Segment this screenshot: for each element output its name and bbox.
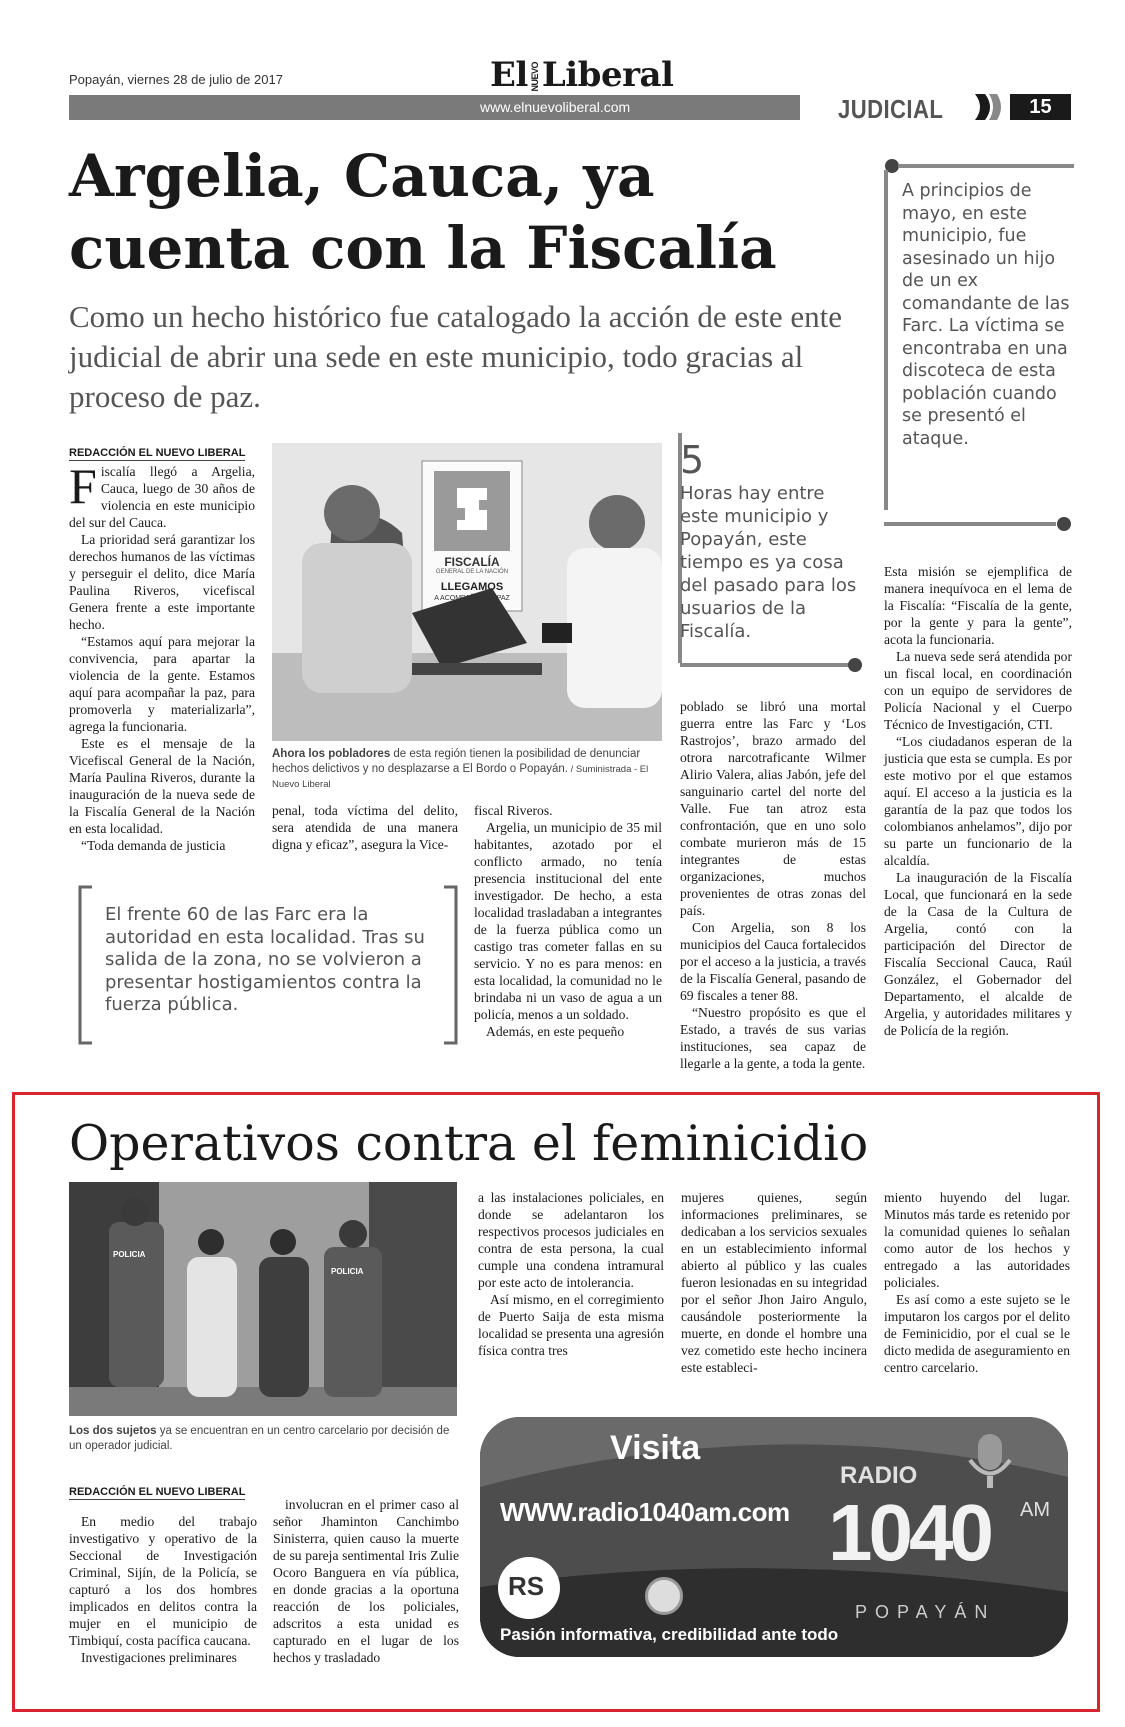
microphone-icon	[960, 1432, 1020, 1492]
sidebox-rule-top	[884, 158, 1074, 174]
dateline: Popayán, viernes 28 de julio de 2017	[69, 72, 283, 87]
pull-stat-text: Horas hay entre este municipio y Popayán, este tiempo es ya cosa del pasado para los usuarios de la Fiscalía.	[680, 483, 857, 642]
paragraph: La prioridad será garantizar los derechos humanos de las víctimas y perseguir el delito, dice María Paulina Riveros, vicefiscal Genera frente a este importante hecho.	[69, 532, 255, 632]
sidebox-text: A principios de mayo, en este municipio, fue asesinado un hijo de un ex comandante de las Farc. La víctima se encontraba en una discoteca de esta población cuando se presentó el ataque.	[902, 181, 1070, 449]
caption-credit: / Suministrada - El Nuevo Liberal	[272, 764, 649, 790]
photo-banner-sub: A ACOMPAÑAR LA PAZ	[434, 595, 510, 602]
logo-el: El	[490, 55, 528, 95]
paragraph: Esta misión se ejemplifica de manera inequívoca en el lema de la Fiscalía: “Fiscalía de la gente, por la gente y para la gente”, acota la funcionaria.	[884, 564, 1072, 647]
article1-subhead: Como un hecho histórico fue catalogado la acción de este ente judicial de abrir una sede en este municipio, todo gracias al proceso de paz.	[69, 299, 842, 414]
pull-stat	[680, 438, 865, 643]
rs-logo-icon	[498, 1557, 560, 1619]
article1-col5	[884, 563, 1072, 1039]
paragraph: iscalía llegó a Argelia, Cauca, luego de 30 años de violencia en este municipio del sur del Cauca.	[69, 464, 255, 530]
paragraph: Con Argelia, son 8 los municipios del Cauca fortalecidos por el acceso a la justicia, a través de la Fiscalía General, pasando de 69 fiscales a tener 88.	[680, 920, 866, 1003]
drop-cap: F	[69, 458, 97, 514]
paragraph: Así mismo, en el corregimiento de Puerto Saija de esta misma localidad se presenta una agresión física contra tres	[478, 1292, 664, 1358]
ad-city: POPAYÁN	[855, 1602, 996, 1622]
caption-text: ya se encuentran en un centro carcelario por decisión de un operador judicial.	[69, 1425, 450, 1452]
article1-col4	[680, 698, 866, 1072]
photo-illustration	[69, 1182, 457, 1416]
logo-liberal: Liberal	[541, 55, 674, 95]
section-title: JUDICIAL	[838, 94, 944, 124]
masthead-logo	[490, 55, 673, 95]
ad-visita: Visita	[610, 1429, 701, 1467]
sidebox-rule-left	[884, 170, 888, 510]
page-number: 15	[1010, 94, 1071, 120]
paragraph: “Los ciudadanos esperan de la justicia que esta se cumpla. Es por este motivo por el que estamos aquí. El acceso a la justicia es la garantía de la paz que todos los colombianos anhelamos”, dijo por su parte un funcionario de la alcaldía.	[884, 734, 1072, 868]
paragraph: poblado se libró una mortal guerra entre las Farc y ‘Los Rastrojos’, brazo armado del otrora narcotraficante Wilmer Alirio Valera, alias Jabón, jefe del sanguinario cartel del norte del Valle. Fue tan atroz esta confrontación, que en uno solo combate murieron más de 15 integrantes de estas organizaciones, muchos provenientes de otras zonas del país.	[680, 699, 866, 918]
paragraph: Este es el mensaje de la Vicefiscal General de la Nación, María Paulina Riveros, durante la inauguración de la nueva sede de la Fiscalía General de la Nación en esta localidad.	[69, 736, 255, 836]
fiscalia-photo	[272, 443, 662, 741]
headline-line2: cuenta con la Fiscalía	[69, 214, 777, 282]
caption-lead: Ahora los pobladores	[272, 748, 391, 760]
paragraph: Además, en este pequeño	[486, 1024, 625, 1039]
article1-col2	[272, 802, 458, 853]
ad-slogan: Pasión informativa, credibilidad ante todo	[500, 1625, 839, 1644]
article2-byline: REDACCIÓN EL NUEVO LIBERAL	[69, 1486, 246, 1498]
paragraph: La inauguración de la Fiscalía Local, que funcionará en la sede de la Casa de la Cultura de Argelia, contó con la participación del Director de Fiscalía Seccional Cauca, Raúl González, el Gobernador del Departamento, el alcalde de Argelia, y autoridades militares y de Policía de la región.	[884, 870, 1072, 1038]
article2-byline-wrap	[69, 1482, 245, 1500]
ad-url[interactable]: WWW.radio1040am.com	[500, 1497, 790, 1527]
photo-sign-sub: GENERAL DE LA NACIÓN	[435, 569, 509, 575]
article2-col1	[69, 1513, 257, 1666]
article1-col3	[474, 802, 662, 1040]
headline-line1: Argelia, Cauca, ya	[69, 142, 655, 210]
photo2-caption	[69, 1424, 459, 1454]
ad-frequency: 1040	[828, 1488, 990, 1577]
paragraph: La nueva sede será atendida por un fiscal local, en coordinación con un equipo de servidores de Policía Nacional y el Cuerpo Técnico de Investigación, CTI.	[884, 649, 1072, 732]
vest-label: POLICIA	[113, 1250, 146, 1259]
section-chevron-icon	[975, 94, 1005, 120]
article2-headline: Operativos contra el feminicidio	[69, 1115, 869, 1172]
paragraph: mujeres quienes, según informaciones preliminares, se dedicaban a los servicios sexuales en un establecimiento informal abierto al público y las cuales fueron lesionadas en su integridad por el señor Jhon Jairo Angulo, causándole posteriormente la muerte, en donde el hombre una vez cometido este hecho incinera este estableci-	[681, 1190, 867, 1375]
caption-lead: Los dos sujetos	[69, 1425, 157, 1437]
article2-col4	[681, 1189, 867, 1376]
paragraph: a las instalaciones policiales, en donde se adelantaron los respectivos procesos judiciales en contra de esta persona, la cual cumple una condena intramural por este acto de intolerancia.	[478, 1190, 664, 1290]
arrest-photo	[69, 1182, 457, 1416]
paragraph: involucran en el primer caso al señor Jhaminton Canchimbo Sinisterra, quien causo la muerte de su pareja sentimental Iris Zulie Ocoro Banguera en vía pública, en donde gracias a la oportuna reacción de los policiales, adscritos a esta unidad es capturado en el lugar de los hechos y trasladado	[273, 1497, 459, 1665]
photo-banner-title: LLEGAMOS	[440, 581, 504, 593]
paragraph: “Estamos aquí para mejorar la convivencia, para apartar la violencia de la gente. Estamos aquí para acompañar la paz, para promoverla y materializarla”, agrega la funcionaria.	[69, 634, 255, 734]
paragraph: “Toda demanda de justicia	[81, 838, 226, 853]
paragraph: Argelia, un municipio de 35 mil habitantes, azotado por el conflicto armado, no tenía presencia institucional del ente investigador. De hecho, a esta localidad trasladaban a integrantes de la fuerza pública como un castigo tras cometer fallas en su servicio. Y no es para menos: en esta localidad, la comunidad no le brindaba ni un vaso de agua a un policía, menos a un soldado.	[474, 820, 662, 1022]
ad-am-label: AM	[1020, 1499, 1050, 1521]
pull-rule-dot-icon	[680, 657, 865, 673]
article1-col1	[69, 458, 255, 854]
article1-byline: REDACCIÓN EL NUEVO LIBERAL	[69, 447, 246, 459]
paragraph: Es así como a este sujeto se le imputaron los cargos por el delito de Feminicidio, por el cual se le dicto medida de aseguramiento en centro carcelario.	[884, 1292, 1070, 1375]
paragraph: Investigaciones preliminares	[81, 1650, 237, 1665]
paragraph: penal, toda víctima del delito, sera atendida de una manera digna y eficaz”, asegura la Vice-	[272, 803, 458, 852]
paragraph: miento huyendo del lugar. Minutos más tarde es retenido por la comunidad quienes lo señalan como autor de los hechos y entregado a las autoridades policiales.	[884, 1190, 1070, 1290]
logo-nuevo: NUEVO	[529, 62, 540, 92]
vest-label: POLICIA	[331, 1267, 364, 1276]
photo1-caption	[272, 747, 662, 792]
photo-sign-title: FISCALÍA	[444, 555, 500, 569]
header-bar	[69, 95, 800, 120]
caption-text: de esta región tienen la posibilidad de denunciar hechos delictivos y no desplazarse a El Bordo o Popayán.	[272, 748, 641, 775]
sidebox-rule-bottom	[884, 516, 1074, 532]
article1-headline	[69, 140, 849, 284]
article2-col2	[273, 1496, 459, 1666]
paragraph: fiscal Riveros.	[474, 803, 553, 818]
pull-stat-number: 5	[680, 438, 705, 482]
site-url: www.elnuevoliberal.com	[480, 99, 631, 115]
article2-col5	[884, 1189, 1070, 1376]
paragraph: En medio del trabajo investigativo y operativo de la Seccional de Investigación Criminal, Sijín, de la Policía, se capturó a los dos hombres implicados en delitos contra la mujer en el municipio de Timbiquí, costa pacífica caucana.	[69, 1514, 257, 1648]
article2-col3	[478, 1189, 664, 1359]
paragraph: “Nuestro propósito es que el Estado, a través de sus varias instituciones, sea capaz de llegarle a la gente, a toda la gente.	[680, 1005, 866, 1071]
ad-badge-icon	[645, 1577, 683, 1615]
pull-quote: El frente 60 de las Farc era la autoridad en esta localidad. Tras su salida de la zona, no se volvieron a presentar hostigamientos contra la fuerza pública.	[105, 904, 425, 1015]
radio-ad[interactable]	[480, 1417, 1068, 1657]
ad-radio-label: RADIO	[840, 1462, 918, 1489]
rs-logo-text: RS	[508, 1571, 545, 1601]
